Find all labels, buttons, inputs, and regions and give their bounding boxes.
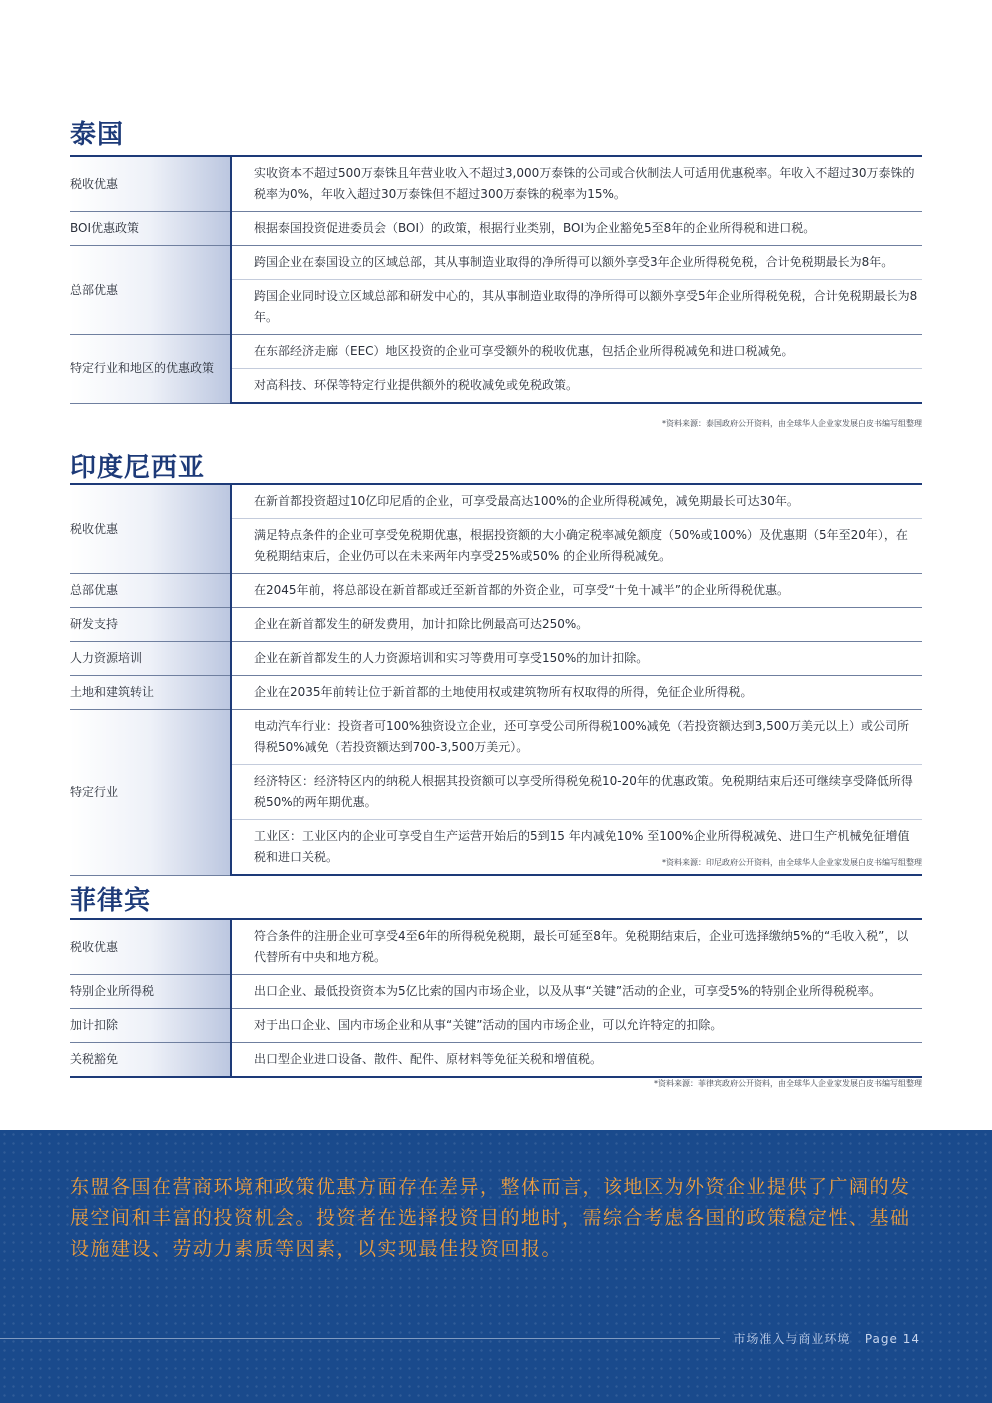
- table-row: [70, 212, 922, 246]
- section-title-philippines: 菲律宾: [70, 886, 152, 916]
- category-cell: 税收优惠: [70, 484, 231, 574]
- table-row: [70, 1043, 922, 1078]
- description-cell: 跨国企业同时设立区域总部和研发中心的，其从事制造业取得的净所得可以额外享受5年企业所得税免税，合计免税期最长为8年。: [231, 280, 922, 335]
- policy-table-philippines: [70, 918, 922, 1078]
- table-row: [70, 1009, 922, 1043]
- section-title-indonesia: 印度尼西亚: [70, 453, 206, 483]
- description-cell: 跨国企业在泰国设立的区域总部，其从事制造业取得的净所得可以额外享受3年企业所得税免税，合计免税期最长为8年。: [231, 246, 922, 280]
- policy-table-thailand: [70, 155, 922, 404]
- source-note-indonesia: *资料来源：印尼政府公开资料，由全球华人企业家发展白皮书编写组整理: [662, 858, 922, 867]
- description-cell: 企业在新首都发生的人力资源培训和实习等费用可享受150%的加计扣除。: [231, 642, 922, 676]
- table-row: [70, 975, 922, 1009]
- description-cell: 出口企业、最低投资资本为5亿比索的国内市场企业，以及从事“关键”活动的企业，可享受5%的特别企业所得税税率。: [231, 975, 922, 1009]
- category-cell: 人力资源培训: [70, 642, 231, 676]
- description-cell: 对高科技、环保等特定行业提供额外的税收减免或免税政策。: [231, 369, 922, 404]
- description-cell: 在2045年前，将总部设在新首都或迁至新首都的外资企业，可享受“十免十减半”的企业所得税优惠。: [231, 574, 922, 608]
- footer-divider: [0, 1338, 720, 1339]
- category-cell: 关税豁免: [70, 1043, 231, 1078]
- policy-table: [70, 155, 922, 404]
- description-cell: 符合条件的注册企业可享受4至6年的所得税免税期，最长可延至8年。免税期结束后，企业可选择缴纳5%的“毛收入税”，以代替所有中央和地方税。: [231, 919, 922, 975]
- table-row: [70, 919, 922, 975]
- table-row: [70, 574, 922, 608]
- category-cell: 总部优惠: [70, 246, 231, 335]
- table-row: [70, 676, 922, 710]
- description-cell: 企业在新首都发生的研发费用，加计扣除比例最高可达250%。: [231, 608, 922, 642]
- description-cell: 实收资本不超过500万泰铢且年营业收入不超过3,000万泰铢的公司或合伙制法人可适用优惠税率。年收入不超过30万泰铢的税率为0%，年收入超过30万泰铢但不超过300万泰铢的税率为15%。: [231, 156, 922, 212]
- category-cell: 税收优惠: [70, 156, 231, 212]
- category-cell: 特别企业所得税: [70, 975, 231, 1009]
- category-cell: 研发支持: [70, 608, 231, 642]
- policy-table: [70, 918, 922, 1078]
- category-cell: BOI优惠政策: [70, 212, 231, 246]
- description-cell: 对于出口企业、国内市场企业和从事“关键”活动的国内市场企业，可以允许特定的扣除。: [231, 1009, 922, 1043]
- description-cell: 满足特点条件的企业可享受免税期优惠，根据投资额的大小确定税率减免额度（50%或100%）及优惠期（5年至20年），在免税期结束后，企业仍可以在未来两年内享受25%或50% 的企业所得税减免。: [231, 519, 922, 574]
- category-cell: 加计扣除: [70, 1009, 231, 1043]
- table-row: [70, 246, 922, 280]
- description-cell: 工业区：工业区内的企业可享受自生产运营开始后的5到15 年内减免10% 至100%企业所得税减免、进口生产机械免征增值税和进口关税。: [231, 820, 922, 876]
- policy-table-indonesia: [70, 483, 922, 876]
- summary-text: 东盟各国在营商环境和政策优惠方面存在差异，整体而言，该地区为外资企业提供了广阔的发展空间和丰富的投资机会。投资者在选择投资目的地时，需综合考虑各国的政策稳定性、基础设施建设、劳动力素质等因素，以实现最佳投资回报。: [70, 1176, 911, 1260]
- description-cell: 电动汽车行业：投资者可100%独资设立企业，还可享受公司所得税100%减免（若投资额达到3,500万美元以上）或公司所得税50%减免（若投资额达到700-3,500万美元）。: [231, 710, 922, 765]
- page-number: Page 14: [864, 1332, 920, 1346]
- footer-section-label: 市场准入与商业环境: [733, 1332, 851, 1346]
- source-note-thailand: *资料来源：泰国政府公开资料，由全球华人企业家发展白皮书编写组整理: [662, 419, 922, 428]
- description-cell: 企业在2035年前转让位于新首都的土地使用权或建筑物所有权取得的所得，免征企业所得税。: [231, 676, 922, 710]
- description-cell: 在新首都投资超过10亿印尼盾的企业，可享受最高达100%的企业所得税减免，减免期最长可达30年。: [231, 484, 922, 519]
- category-cell: 土地和建筑转让: [70, 676, 231, 710]
- table-row: [70, 156, 922, 212]
- category-cell: 税收优惠: [70, 919, 231, 975]
- section-title-thailand: 泰国: [70, 120, 125, 150]
- source-note-philippines: *资料来源：菲律宾政府公开资料，由全球华人企业家发展白皮书编写组整理: [654, 1079, 922, 1088]
- table-row: [70, 608, 922, 642]
- page-footer: [733, 1330, 920, 1347]
- summary-banner: [0, 1130, 992, 1403]
- description-cell: 经济特区：经济特区内的纳税人根据其投资额可以享受所得税免税10-20年的优惠政策。免税期结束后还可继续享受降低所得税50%的两年期优惠。: [231, 765, 922, 820]
- table-row: [70, 484, 922, 519]
- table-row: [70, 335, 922, 369]
- table-row: [70, 642, 922, 676]
- description-cell: 根据泰国投资促进委员会（BOI）的政策，根据行业类别，BOI为企业豁免5至8年的企业所得税和进口税。: [231, 212, 922, 246]
- category-cell: 总部优惠: [70, 574, 231, 608]
- table-row: [70, 710, 922, 765]
- description-cell: 在东部经济走廊（EEC）地区投资的企业可享受额外的税收优惠，包括企业所得税减免和进口税减免。: [231, 335, 922, 369]
- category-cell: 特定行业: [70, 710, 231, 876]
- category-cell: 特定行业和地区的优惠政策: [70, 335, 231, 404]
- description-cell: 出口型企业进口设备、散件、配件、原材料等免征关税和增值税。: [231, 1043, 922, 1078]
- policy-table: [70, 483, 922, 876]
